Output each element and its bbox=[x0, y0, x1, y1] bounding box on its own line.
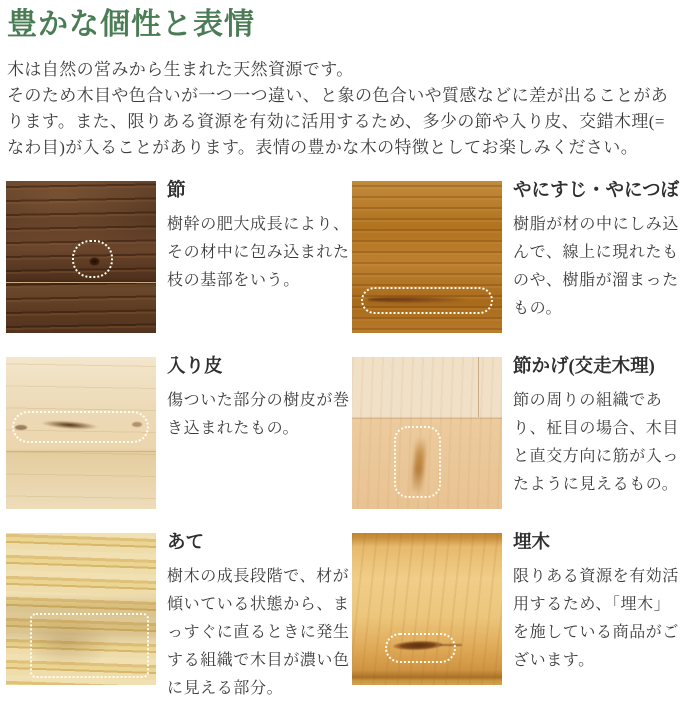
intro-line-2: そのため木目や色合いが一つ一つ違い、と象の色合いや質感などに差が出ることがあります。また、限りある資源を有効に活用するため、多少の節や入り皮、交錯木理(=なわ目)が入ることがあります。表情の豊かな木の特徴としてお楽しみください。 bbox=[7, 85, 669, 157]
feature-description: 節の周りの組織であり、柾目の場合、木目と直交方向に筋が入ったように見えるもの。 bbox=[513, 391, 680, 493]
feature-name: 埋木 bbox=[513, 532, 551, 553]
feature-grid bbox=[6, 181, 680, 703]
feature-cell-knot-shadow bbox=[352, 357, 680, 509]
dotted-highlight-outline bbox=[394, 426, 441, 497]
feature-name: あて bbox=[167, 532, 205, 553]
intro-line-1: 木は自然の営みから生まれた天然資源です。 bbox=[7, 59, 354, 79]
feature-cell-reaction-wood bbox=[6, 533, 352, 703]
feature-name: 節かげ(交走木理) bbox=[513, 356, 655, 377]
dotted-highlight-outline bbox=[30, 613, 149, 678]
wood-sample-knot-shadow-image bbox=[352, 357, 502, 509]
intro-paragraph bbox=[7, 57, 672, 161]
feature-name: やにすじ・やにつぼ bbox=[513, 180, 680, 201]
dotted-highlight-outline bbox=[12, 411, 149, 443]
feature-cell-wood-plug bbox=[352, 533, 680, 703]
feature-name: 入り皮 bbox=[167, 356, 223, 377]
feature-description: 樹幹の肥大成長により、その材中に包み込まれた枝の基部をいう。 bbox=[167, 215, 350, 289]
feature-cell-knot bbox=[6, 181, 352, 333]
feature-description: 樹木の成長段階で、材が傾いている状態から、まっすぐに直るときに発生する組織で木目が濃い色に見える部分。 bbox=[167, 567, 350, 697]
dotted-highlight-outline bbox=[361, 287, 493, 314]
feature-description: 限りある資源を有効活用するため、「埋木」を施している商品がございます。 bbox=[513, 567, 680, 669]
dotted-highlight-outline bbox=[72, 240, 113, 278]
dotted-highlight-outline bbox=[385, 633, 456, 663]
wood-character-info-page bbox=[0, 6, 680, 697]
feature-description: 樹脂が材の中にしみ込んで、線上に現れたものや、樹脂が溜まったもの。 bbox=[513, 215, 680, 317]
feature-cell-resin-streak bbox=[352, 181, 680, 333]
wood-sample-plug-image bbox=[352, 533, 502, 685]
wood-sample-bark-image bbox=[6, 357, 156, 509]
wood-sample-resin-image bbox=[352, 181, 502, 333]
wood-sample-knot-image bbox=[6, 181, 156, 333]
feature-name: 節 bbox=[167, 180, 186, 201]
feature-cell-ingrown-bark bbox=[6, 357, 352, 509]
wood-sample-reaction-wood-image bbox=[6, 533, 156, 685]
feature-description: 傷ついた部分の樹皮が巻き込まれたもの。 bbox=[167, 391, 350, 437]
page-title: 豊かな個性と表情 bbox=[7, 8, 255, 41]
